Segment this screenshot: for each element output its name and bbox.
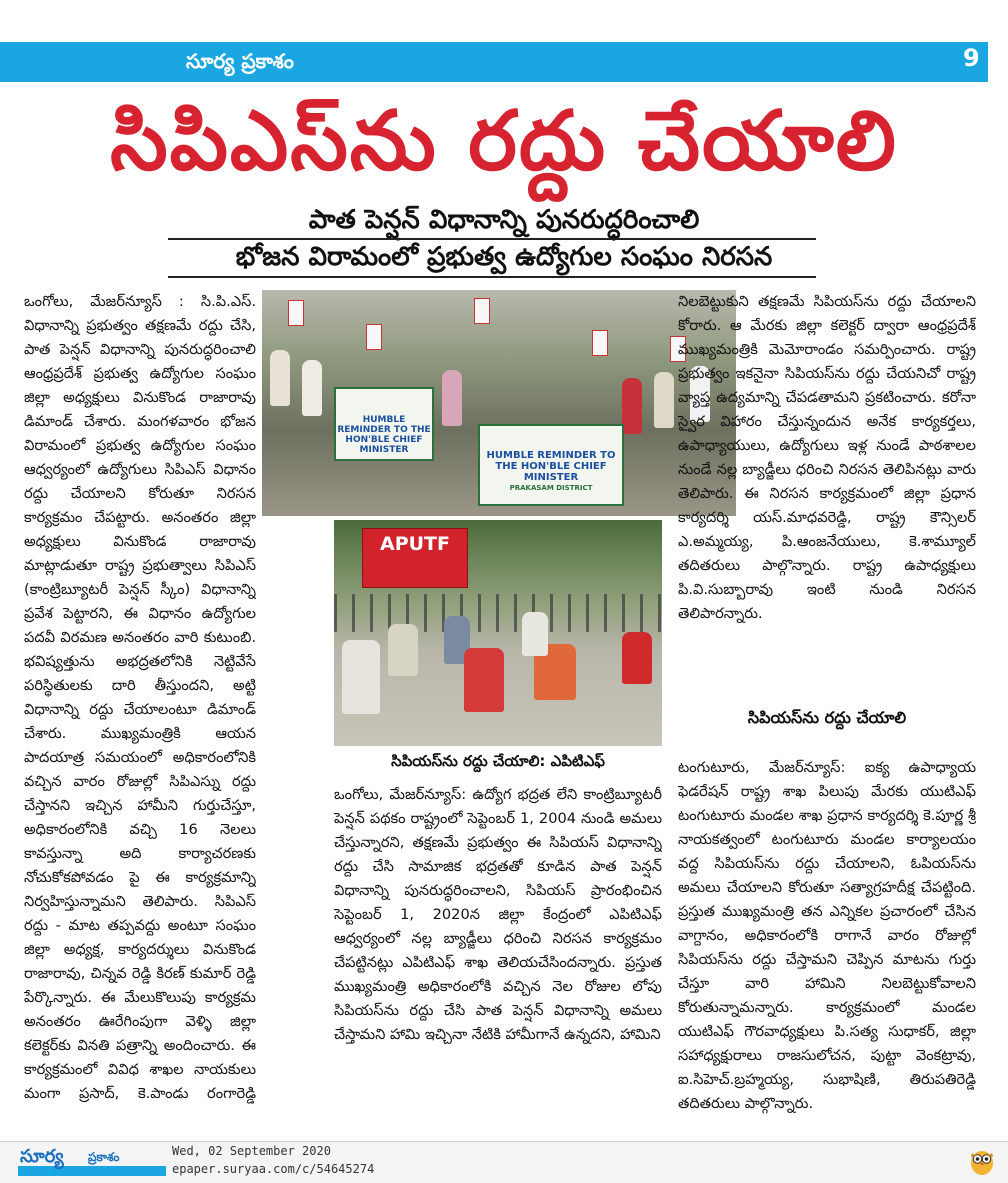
- header-band: [0, 42, 988, 82]
- article-column-3: [678, 290, 976, 708]
- person: [342, 640, 380, 714]
- protest-photo-2: [334, 520, 662, 746]
- banner-footer-text: PRAKASAM DISTRICT: [509, 484, 593, 492]
- page-number: 9: [963, 44, 980, 72]
- headline: సిపిఎస్‌ను రద్దు చేయాలి: [110, 94, 898, 189]
- flag: [366, 324, 382, 350]
- article-column-2: [334, 783, 662, 1111]
- person: [622, 632, 652, 684]
- flag: [474, 298, 490, 324]
- subheading-2: భోజన విరామంలో ప్రభుత్వ ఉద్యోగుల సంఘం నిరసన: [235, 242, 773, 272]
- article-paragraph: ఒంగోలు, మేజర్‌న్యూస్ : సి.పి.ఎస్. విధానాన్ని ప్రభుత్వం తక్షణమే రద్దు చేసి, పాత పెన్షన్ విధానాన్ని పునరుద్ధరించాలి ఆంధ్రప్రదేశ్ ప్రభుత్వ ఉద్యోగుల సంఘం జిల్లా అధ్యక్షులు వినుకొండ రాజారావు డిమాండ్ చేశారు. మంగళవారం భోజన విరామంలో ప్రభుత్వ ఉద్యోగుల సంఘం ఆధ్వర్యంలో ఉద్యోగులు సిపిఎస్ విధానం రద్దు చేయాలని కోరుతూ నిరసన కార్యక్రమం చేపట్టారు. అనంతరం జిల్లా అధ్యక్షులు వినుకొండ రాజారావు మాట్లాడుతూ రాష్ట్ర ప్రభుత్వాలు సిపిఎస్ (కాంట్రిబ్యూటరీ పెన్షన్ స్కీం) విధానాన్ని ప్రవేశ పెట్టారని, ఈ విధానం ఉద్యోగుల పదవీ విరమణ అనంతరం వారి కుటుంబి. భవిష్యత్తును అభద్రతలోనికి నెట్టివేసే పరిస్థితులకు దారి తీస్తుందని, అట్టి విధానాన్ని రద్దు చేయాలంటూ డిమాండ్ చేశారు. ముఖ్యమంత్రికి ఆయన పాదయాత్ర సమయంలో అధికారంలోనికి వచ్చిన వారం రోజుల్లో సిపిఎస్ను రద్దు చేస్తానని ఇచ్చిన హామీని గుర్తుచేస్తూ, అధికారంలోనికి వచ్చి 16 నెలలు కావస్తున్నా అది కార్యాచరణకు నోచుకోకపోవడం పై ఈ కార్యక్రమాన్ని నిర్వహిస్తున్నామని తెలిపారు. సిపిఎస్ రద్దు - మాట తప్పవద్దు అంటూ సంఘం జిల్లా అధ్యక్ష, కార్యదర్శులు వినుకొండ రాజారావు, చిన్నవ రెడ్డి కిరణ్ కుమార్ రెడ్డి పేర్కొన్నారు. ఈ మేలుకొలుపు కార్యక్రమ అనంతరం ఊరేగింపుగా వెళ్ళి జిల్లా కలెక్టర్‌కు వినతి పత్రాన్ని అందించారు. ఈ కార్యక్రమంలో వివిధ శాఖల నాయకులు మంగా ప్రసాద్, కె.పాండు రంగారెడ్డి: [24, 293, 256, 1102]
- person: [654, 372, 674, 428]
- subheading-1: పాత పెన్షన్ విధానాన్ని పునరుద్ధరించాలి: [308, 205, 700, 235]
- protest-photo-1: [262, 290, 736, 516]
- flag: [592, 330, 608, 356]
- article-subhead: సిపియస్‌ను రద్దు చేయాలి: [747, 708, 907, 727]
- banner-text: HUMBLE REMINDER TO THE HON'BLE CHIEF MINISTER: [337, 415, 431, 455]
- protest-banner-right: [478, 424, 624, 506]
- person: [522, 612, 548, 656]
- article-column-3b: [678, 756, 976, 1116]
- photo-caption: సిపియస్‌ను రద్దు చేయాలి: ఎపిటిఎఫ్: [391, 752, 605, 770]
- masthead: సూర్య ప్రకాశం: [186, 49, 294, 73]
- protest-banner-left: [334, 387, 434, 461]
- aputf-banner: APUTF: [362, 528, 468, 588]
- divider: [168, 238, 816, 240]
- article-column-1: [24, 290, 256, 1110]
- article-paragraph: ఒంగోలు, మేజర్‌న్యూస్: ఉద్యోగ భద్రత లేని కాంట్రిబ్యూటరీ పెన్షన్ పథకం రాష్ట్రంలో సెప్టెంబర్ 1, 2004 నుండి అమలు చేస్తున్నారని, తక్షణమే ప్రభుత్వం ఈ సిపియస్ విధానాన్ని రద్దు చేసి సామాజిక భద్రతతో కూడిన పాత పెన్షన్ విధానాన్ని పునరుద్ధరించాలని, సిపియస్ ప్రారంభించిన సెప్టెంబర్ 1, 2020న జిల్లా కేంద్రంలో ఎపిటిఎఫ్ ఆధ్వర్యంలో నల్ల బ్యాడ్జీలు ధరించి నిరసన కార్యక్రమం చేపట్టినట్లు ఎపిటిఎఫ్ శాఖ తెలియచేసిందన్నారు. ప్రస్తుత ముఖ్యమంత్రి అధికారంలోకి వచ్చిన నెల రోజుల లోపు సిపియస్‌ను రద్దు చేసి పాత పెన్షన్ విధానాన్ని అమలు చేస్తామని హామి ఇచ్చినా నేటికి హామీగానే ఉన్నదని, హామిని: [334, 786, 662, 1043]
- banner-text: HUMBLE REMINDER TO THE HON'BLE CHIEF MINISTER: [486, 450, 616, 483]
- footer-date: Wed, 02 September 2020: [172, 1144, 331, 1158]
- person: [442, 370, 462, 426]
- article-paragraph: టంగుటూరు, మేజర్‌న్యూస్: ఐక్య ఉపాధ్యాయ ఫెడరేషన్ రాష్ట్ర శాఖ పిలుపు మేరకు యుటిఎఫ్ టంగుటూరు మండల శాఖ ప్రధాన కార్యదర్శి కె.పూర్ణ శ్రీ నాయకత్వంలో టంగుటూరు మండల కార్యాలయం వద్ద సిపియస్‌ను రద్దు చేయాలని, ఓపియస్‌ను అమలు చేయాలని కోరుతూ సత్యాగ్రహదీక్ష చేపట్టింది. ప్రస్తుత ముఖ్యమంత్రి తన ఎన్నికల ప్రచారంలో చేసిన వాగ్దానం, అధికారంలోకి రాగానే వారం రోజుల్లో సిపియస్‌ను రద్దు చేస్తామని చెప్పిన మాటను గుర్తు చేస్తూ వారి హామిని నిలబెట్టుకోవాలని కోరుతున్నామన్నారు. కార్యక్రమంలో మండల యుటిఎఫ్ గౌరవాధ్యక్షులు పి.సత్య సుధాకర్, జిల్లా సహాధ్యక్షురాలు రాజసులోచన, పుట్టా వెంకట్రావు, ఐ.సిహెచ్.బ్రహ్మయ్య, సుభాషిణి, తిరుపతిరెడ్డి తదితరులు పాల్గొన్నారు.: [678, 759, 976, 1112]
- article-paragraph: నిలబెట్టుకుని తక్షణమే సిపియస్‌ను రద్దు చేయాలని కోరారు. ఆ మేరకు జిల్లా కలెక్టర్ ద్వారా ఆంధ్రప్రదేశ్ ముఖ్యమంత్రికి మెమోరాండం సమర్పించారు. రాష్ట్ర ప్రభుత్వం ఇకనైనా సిపియస్‌ను రద్దు చేయనిచో రాష్ట్ర వ్యాప్త ఉద్యమాన్ని చేపడతామని ప్రకటించారు. కరోనా స్వైర విహారం చేస్తున్నందున అనేక కార్యకర్తలు, ఉపాధ్యాయులు, ఉద్యోగులు ఇళ్ల నుండే పాఠశాలల నుండే నల్ల బ్యాడ్జీలు ధరించి నిరసన తెలిపినట్లు వారు తెలిపారు. ఈ నిరసన కార్యక్రమంలో జిల్లా ప్రధాన కార్యదర్శి యస్.మాధవరెడ్డి, రాష్ట్ర కౌన్సిలర్ ఎ.అమ్మయ్య, పి.ఆంజనేయులు, కె.శామ్యూల్ తదితరులు పాల్గొన్నారు. రాష్ట్ర ఉపాధ్యక్షులు పి.వి.సుబ్బారావు ఇంటి నుండి నిరసన తెలిపారన్నారు.: [678, 293, 976, 622]
- person: [270, 350, 290, 406]
- divider: [168, 276, 816, 278]
- flag: [288, 300, 304, 326]
- footer-url[interactable]: epaper.suryaa.com/c/54645274: [172, 1162, 375, 1176]
- footer-logo-sub: ప్రకాశం: [88, 1150, 120, 1164]
- footer-bar: [0, 1141, 1008, 1183]
- person: [388, 624, 418, 676]
- person: [302, 360, 322, 416]
- railing: [334, 594, 662, 632]
- person: [464, 648, 504, 712]
- person: [622, 378, 642, 434]
- owl-icon[interactable]: [968, 1146, 996, 1176]
- footer-logo[interactable]: సూర్య: [20, 1146, 64, 1167]
